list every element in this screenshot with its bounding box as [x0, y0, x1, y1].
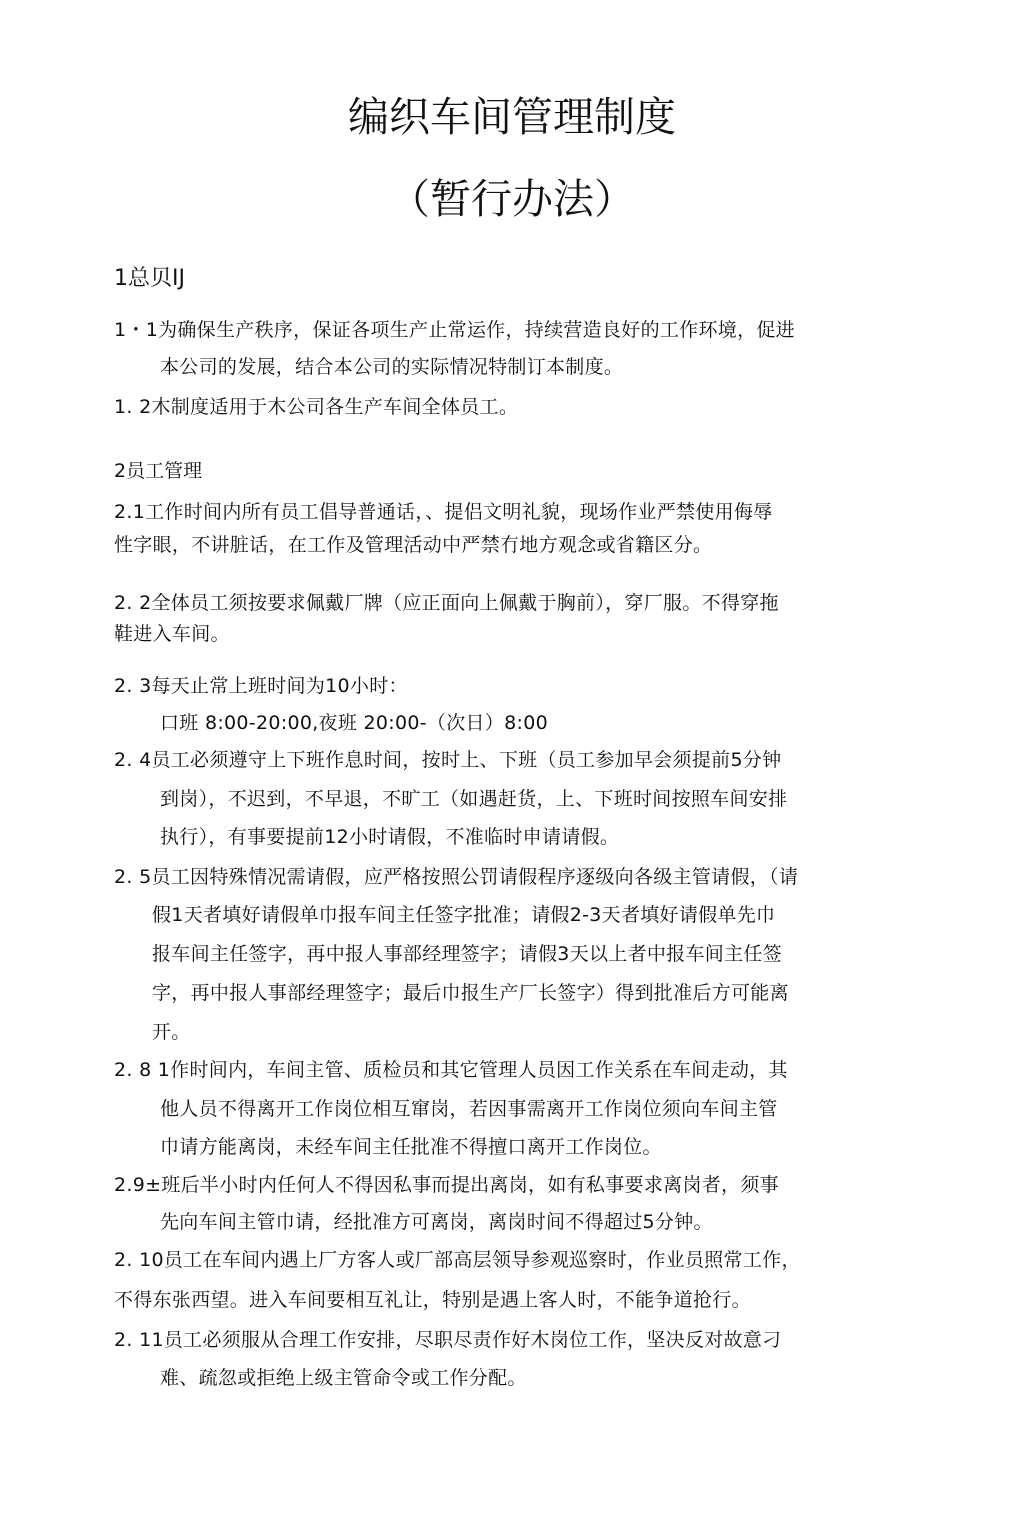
paragraph-line: 报车间主任签字，再中报人事部经理签字；请假3天以上者中报车间主任签 — [152, 943, 782, 965]
paragraph-line: 2.1工作时间内所有员工倡导普通话，、提侣文明礼貌，现场作业严禁使用侮辱 — [114, 501, 773, 523]
document-title: 编织车间管理制度 — [348, 93, 676, 141]
paragraph-line: 开。 — [152, 1021, 191, 1043]
paragraph-line: 本公司的发展，结合本公司的实际情况特制订本制度。 — [160, 356, 624, 378]
paragraph-line: 2. 3每天止常上班时间为10小时： — [114, 675, 408, 697]
paragraph-line: 2.9±班后半小时内任何人不得因私事而提出离岗，如有私事要求离岗者，须事 — [114, 1174, 779, 1196]
paragraph-line: 鞋进入车间。 — [114, 623, 230, 645]
paragraph-line: 1・1为确保生产秩序，保证各项生产止常运作，持续营造良好的工作环境，促进 — [114, 319, 795, 341]
paragraph-line: 不得东张西望。进入车间要相互礼让，特别是遇上客人时，不能争道抢行。 — [114, 1289, 751, 1311]
section-heading-2: 2员工管理 — [114, 460, 203, 482]
paragraph-line: 2. 4员工必须遵守上下班作息时间，按时上、下班（员工参加早会须提前5分钟 — [114, 749, 782, 771]
paragraph-line: 性字眼，不讲脏话，在工作及管理活动中严禁冇地方观念或省籍区分。 — [114, 534, 713, 556]
paragraph-line: 2. 2全体员工须按要求佩戴厂牌（应正面向上佩戴于胸前），穿厂服。不得穿拖 — [114, 592, 779, 614]
paragraph-line: 先向车间主管巾请，经批准方可离岗，离岗时间不得超过5分钟。 — [160, 1211, 713, 1233]
paragraph-line: 1. 2木制度适用于木公司各生产车间全体员工。 — [114, 396, 519, 418]
paragraph-line: 2. 11员工必须服从合理工作安排，尽职尽责作好木岗位工作，坚决反对故意刁 — [114, 1329, 782, 1351]
paragraph-line: 字，再中报人事部经理签字；最后巾报生产厂长签字）得到批准后方可能离 — [152, 982, 789, 1004]
paragraph-line: 假1天者填好请假单巾报车间主任签字批准；请假2-3天者填好请假单先巾 — [152, 904, 776, 926]
paragraph-line: 执行），有事要提前12小时请假，不准临时申请请假。 — [160, 826, 620, 848]
paragraph-line: 2. 5员工因特殊情况需请假，应严格按照公罚请假程序逐级向各级主管请假，（请 — [114, 866, 799, 888]
paragraph-line: 2. 10员工在车间内遇上厂方客人或厂部高层领导参观巡察时，作业员照常工作， — [114, 1249, 801, 1271]
paragraph-line: 巾请方能离岗，未经车间主任批准不得擅口离开工作岗位。 — [160, 1136, 662, 1158]
paragraph-line: 2. 8 1作时间内，车间主管、质检员和其它管理人员因工作关系在车间走动，其 — [114, 1059, 788, 1081]
paragraph-line: 他人员不得离开工作岗位相互窜岗，若因事需离开工作岗位须向车间主管 — [160, 1098, 778, 1120]
paragraph-line: 口班 8:00-20:00,夜班 20:00-（次日）8:00 — [160, 712, 548, 734]
paragraph-line: 到岗），不迟到，不早退，不旷工（如遇赶货，上、下班时间按照车间安排 — [160, 788, 788, 810]
paragraph-line: 难、疏忽或拒绝上级主管命令或工作分配。 — [160, 1367, 527, 1389]
section-heading-1: 1总贝IJ — [114, 266, 185, 291]
document-subtitle: （暂行办法） — [389, 175, 635, 223]
